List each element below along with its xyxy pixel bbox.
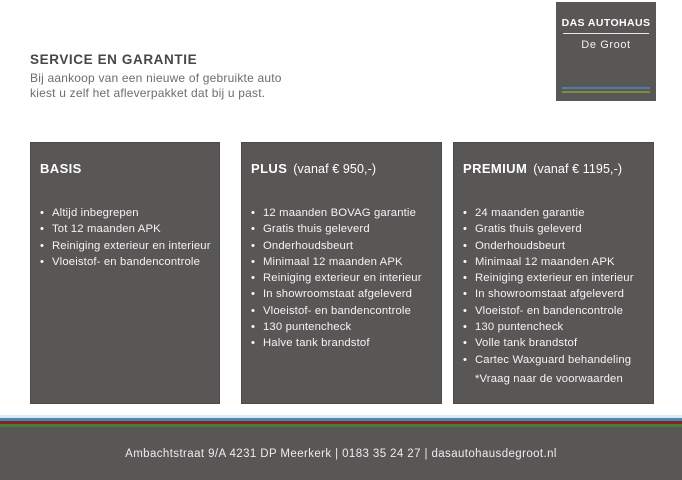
feature-text: Altijd inbegrepen [52,207,139,219]
feature-text: Onderhoudsbeurt [263,239,354,252]
feature-text: Reiniging exterieur en interieur [475,272,634,285]
logo-dealer-name: De Groot [581,39,631,51]
bullet-icon: • [463,255,468,268]
logo-divider [563,33,649,34]
bullet-icon: • [251,288,256,301]
package-footnote: *Vraag naar de voorwaarden [475,372,623,385]
feature-text: Vloeistof- en bandencontrole [263,304,412,317]
feature-text: Volle tank brandstof [475,337,578,350]
feature-text: Cartec Waxguard behandeling [475,353,632,366]
footer-bar [0,427,682,480]
bullet-icon: • [463,321,468,334]
bullet-icon: • [463,223,468,236]
package-feature-item [40,238,211,254]
package-name: PREMIUM [463,161,528,176]
blue-accent-line [562,87,650,89]
bullet-icon: • [40,255,45,268]
logo-brand-text: DAS AUTOHAUS [561,17,651,29]
package-feature-list [40,205,211,270]
feature-text: 130 puntencheck [263,321,352,334]
intro-line-1: Bij aankoop van een nieuwe of gebruikte auto [30,71,282,85]
package-feature-item [251,286,433,302]
green-accent-line [562,91,650,93]
bullet-icon: • [251,321,256,334]
package-feature-item [251,319,433,335]
bullet-icon: • [463,337,468,350]
package-feature-item [463,238,645,254]
package-feature-item [40,221,211,237]
package-card-basis [30,142,220,404]
package-name: PLUS [251,161,288,176]
footer-contact-text: Ambachtstraat 9/A 4231 DP Meerkerk | 0183 35 24 27 | dasautohausdegroot.nl [125,447,557,460]
feature-text: Vloeistof- en bandencontrole [52,255,201,268]
package-feature-item [40,254,211,270]
bullet-icon: • [463,288,468,301]
package-price: (vanaf € 950,-) [293,162,377,176]
package-price: (vanaf € 1195,-) [533,162,623,176]
package-feature-item [251,238,433,254]
package-feature-item [463,335,645,351]
feature-text: Reiniging exterieur en interieur [263,272,422,285]
package-feature-list [251,205,433,352]
bullet-icon: • [463,207,468,219]
package-feature-item [463,205,645,221]
package-card-premium [453,142,654,404]
logo-accent-lines [562,87,650,93]
footer-stripes [0,415,682,427]
feature-text: In showroomstaat afgeleverd [263,288,413,301]
package-feature-item [463,270,645,286]
dealer-logo [556,2,656,101]
package-feature-item [463,319,645,335]
package-title-basis [40,161,211,176]
bullet-icon: • [463,353,468,366]
feature-text: Gratis thuis geleverd [263,223,370,236]
bullet-icon: • [251,239,256,252]
package-feature-item [251,303,433,319]
bullet-icon: • [251,304,256,317]
bullet-icon: • [40,207,45,219]
feature-text: 24 maanden garantie [475,207,585,219]
package-title-plus [251,161,433,176]
feature-text: 130 puntencheck [475,321,564,334]
bullet-icon: • [40,223,45,236]
feature-text: Onderhoudsbeurt [475,239,566,252]
package-feature-item [251,270,433,286]
package-name: BASIS [40,161,82,176]
bullet-icon: • [251,207,256,219]
feature-text: Halve tank brandstof [263,337,370,350]
package-feature-item [251,205,433,221]
bullet-icon: • [251,272,256,285]
package-feature-item [463,254,645,270]
page-title: SERVICE EN GARANTIE [30,52,198,67]
feature-text: Vloeistof- en bandencontrole [475,304,624,317]
feature-text: Tot 12 maanden APK [52,223,161,236]
bullet-icon: • [463,239,468,252]
intro-section [30,52,282,101]
feature-text: 12 maanden BOVAG garantie [263,207,417,219]
bullet-icon: • [463,272,468,285]
bullet-icon: • [463,304,468,317]
feature-text: Minimaal 12 maanden APK [263,255,403,268]
bullet-icon: • [251,337,256,350]
package-feature-list [463,205,645,368]
package-feature-item [251,221,433,237]
bullet-icon: • [251,223,256,236]
package-feature-item [251,254,433,270]
feature-text: Minimaal 12 maanden APK [475,255,615,268]
intro-line-2: kiest u zelf het afleverpakket dat bij u past. [30,86,266,100]
package-feature-item [40,205,211,221]
package-feature-item [463,352,645,368]
package-title-premium [463,161,645,176]
package-card-plus [241,142,442,404]
feature-text: Reiniging exterieur en interieur [52,239,211,252]
package-feature-item [251,335,433,351]
package-feature-item [463,221,645,237]
feature-text: In showroomstaat afgeleverd [475,288,625,301]
package-feature-item [463,303,645,319]
bullet-icon: • [251,255,256,268]
bullet-icon: • [40,239,45,252]
feature-text: Gratis thuis geleverd [475,223,582,236]
package-feature-item [463,286,645,302]
